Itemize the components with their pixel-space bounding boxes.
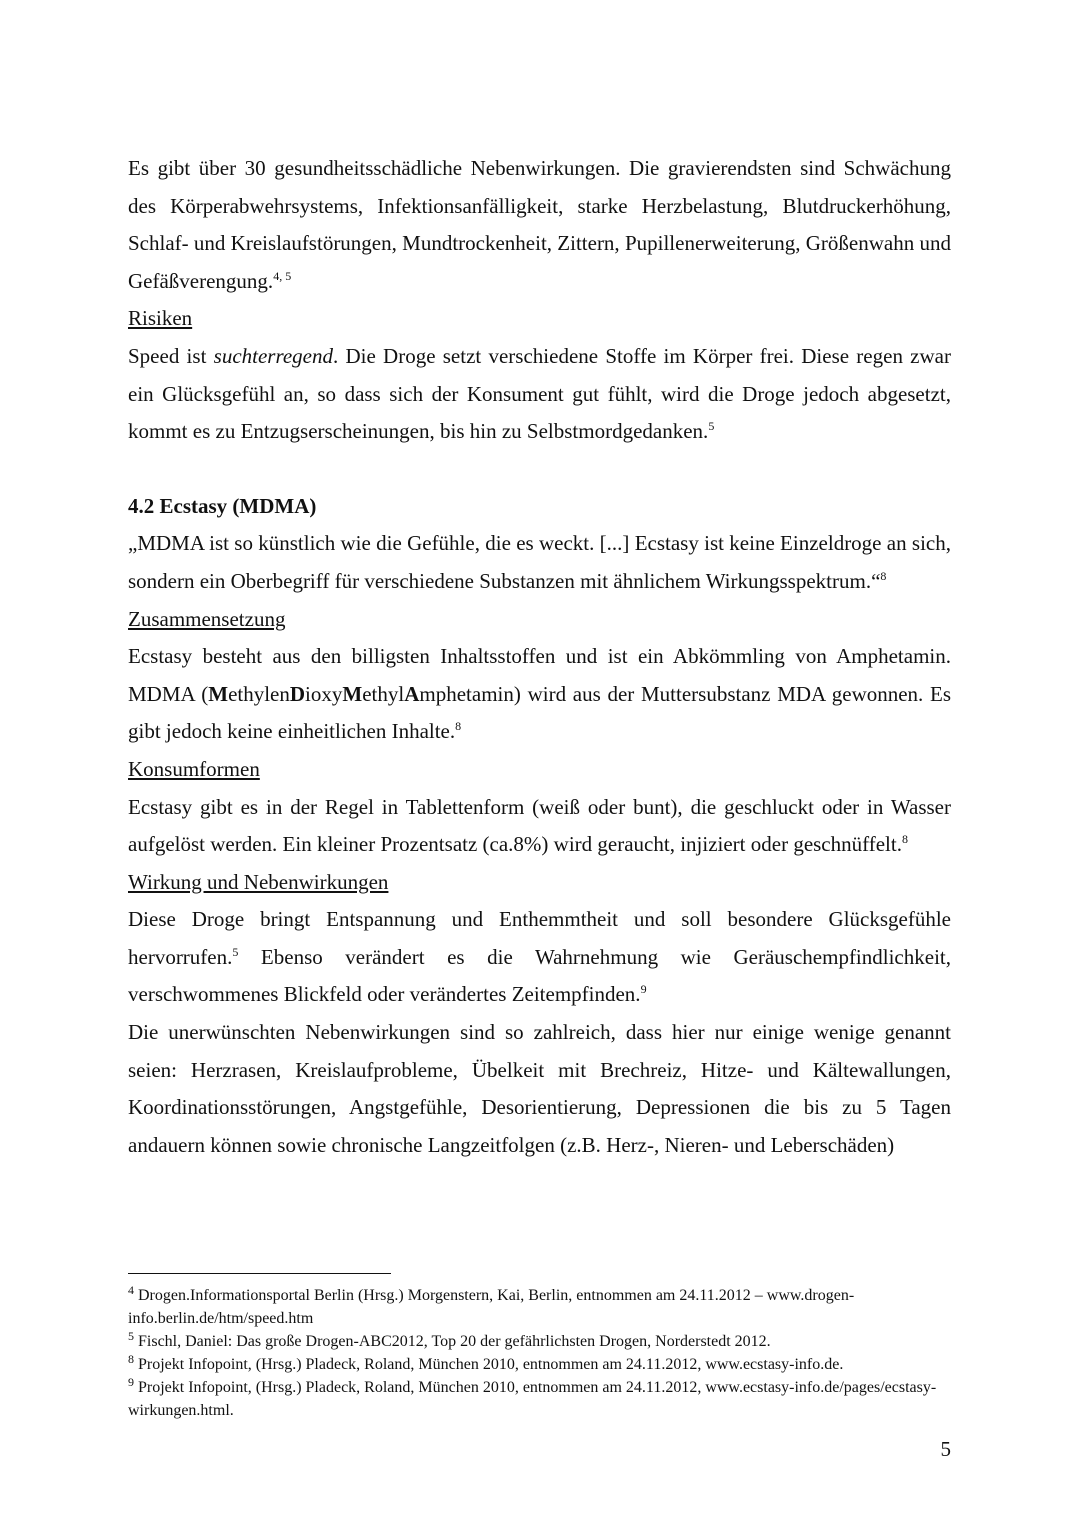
footnote-item: $^9$ Projekt Infopoint, (Hrsg.) Pladeck, Roland, München 2010, entnommen am 24.11.2012, www.ecstasy-info.de/pages/ecstasy-wirkungen.html. <box>128 1375 937 1419</box>
subheading-wirkung: Wirkung und Nebenwirkungen <box>128 869 389 894</box>
footnote-ref: 9 <box>640 982 647 997</box>
subheading-risiken: Risiken <box>128 306 193 331</box>
page-number: 5 <box>940 1437 951 1461</box>
paragraph-risks: Speed ist suchterregend. Die Droge setzt verschiedene Stoffe im Körper frei. Diese regen zwar ein Glücksgefühl an, so dass sich der Konsument gut fühlt, wird die Droge jedoch abgesetzt, kommt es zu Entzugserscheinungen, bis hin zu Selbstmordgedanken.$^5$ <box>128 343 951 444</box>
emphasis-text: suchterregend <box>213 343 333 368</box>
footnote-ref: 5 <box>232 944 239 959</box>
paragraph-quote: „MDMA ist so künstlich wie die Gefühle, die es weckt. [...] Ecstasy ist keine Einzeldroge an sich, sondern ein Oberbegriff für verschiedene Substanzen mit ähnlichem Wirkungsspektrum.“$^8$ <box>128 531 951 593</box>
footnote-ref: 4, 5 <box>273 268 292 283</box>
footnotes <box>128 1284 951 1422</box>
paragraph-side-effects: Es gibt über 30 gesundheitsschädliche Nebenwirkungen. Die gravierendsten sind Schwächung des Körperabwehrsystems, Infektionsanfälligkeit, starke Herzbelastung, Blutdruckerhöhung, Schlaf- und Kreislaufstörungen, Mundtrockenheit, Zittern, Pupillenerweiterung, Größenwahn und Gefäßverengung.$^{4, 5}$ <box>128 156 951 293</box>
footnote-ref: 8 <box>901 832 908 847</box>
footnote-divider <box>128 1273 391 1274</box>
footnote-item: $^5$ Fischl, Daniel: Das große Drogen-ABC2012, Top 20 der gefährlichsten Drogen, Norderstedt 2012. <box>128 1329 771 1350</box>
main-text <box>128 150 951 1164</box>
footnote-ref: 8 <box>880 568 887 583</box>
footnote-ref: 8 <box>455 719 462 734</box>
subheading-konsumformen: Konsumformen <box>128 756 260 781</box>
paragraph-composition: Ecstasy besteht aus den billigsten Inhaltsstoffen und ist ein Abkömmling von Amphetamin. MDMA (MethylenDioxyMethylAmphetamin) wird aus der Muttersubstanz MDA gewonnen. Es gibt jedoch keine einheitlichen Inhalte.$^8$ <box>128 644 952 744</box>
footnote-item: $^4$ Drogen.Informationsportal Berlin (Hrsg.) Morgenstern, Kai, Berlin, entnommen am 24.11.2012 – www.drogen-info.berlin.de/htm/speed.htm <box>128 1283 855 1327</box>
section-title: 4.2 Ecstasy (MDMA) <box>128 493 317 518</box>
footnote-ref: 5 <box>708 419 715 434</box>
footnote-item: $^8$ Projekt Infopoint, (Hrsg.) Pladeck, Roland, München 2010, entnommen am 24.11.2012, www.ecstasy-info.de. <box>128 1352 844 1373</box>
paragraph-consumption: Ecstasy gibt es in der Regel in Tablettenform (weiß oder bunt), die geschluckt oder in Wasser aufgelöst werden. Ein kleiner Prozentsatz (ca.8%) wird geraucht, injiziert oder geschnüffelt.$^8$ <box>128 794 951 857</box>
paragraph-unwanted-effects: Die unerwünschten Nebenwirkungen sind so zahlreich, dass hier nur einige wenige genannt seien: Herzrasen, Kreislaufprobleme, Übelkeit mit Brechreiz, Hitze- und Kältewallungen, Koordinationsstörungen, Angstgefühle, Desorientierung, Depressionen die bis zu 5 Tagen andauern können sowie chronische Langzeitfolgen (z.B. Herz-, Nieren- und Leberschäden) <box>128 1020 951 1157</box>
subheading-zusammensetzung: Zusammensetzung <box>128 606 286 631</box>
paragraph-effects: Diese Droge bringt Entspannung und Enthemmtheit und soll besondere Glücksgefühle hervorrufen.$^5$ Ebenso verändert es die Wahrnehmung wie Geräuschempfindlichkeit, verschwommenes Blickfeld oder verändertes Zeitempfinden.$^9$ <box>128 907 951 1007</box>
